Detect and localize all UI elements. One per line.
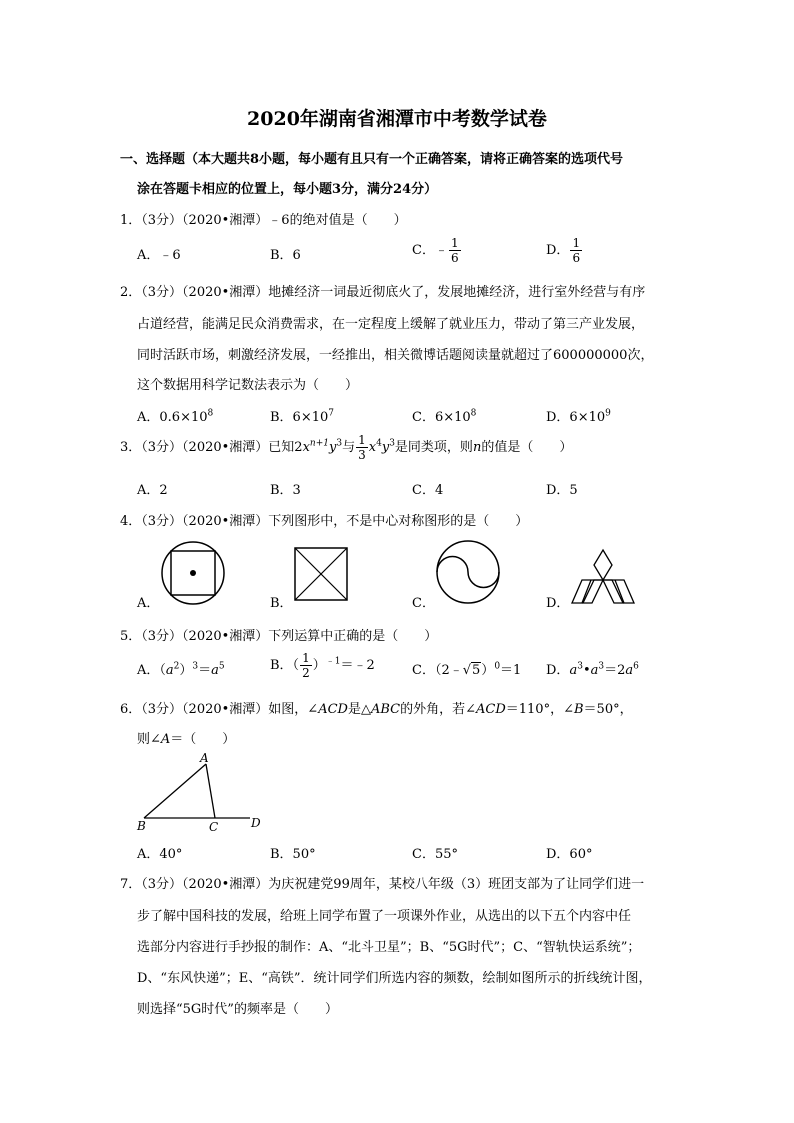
- q5-option-d: D．$a^3•a^3=2a^6$: [546, 661, 639, 678]
- point-c-label: C: [209, 820, 219, 834]
- three-diamonds-figure: [570, 548, 636, 606]
- q2-stem-line3: 同时活跃市场，刺激经济发展，一经推出，相关微博话题阅读量就超过了600000000次，: [137, 348, 654, 363]
- q5-option-b: B．（ $\frac{1}{2}$ ）$^{﹣1}$＝﹣2: [270, 651, 375, 680]
- q1-stem: 1．（3分）（2020•湘潭）﹣6的绝对值是（ ）: [120, 213, 407, 228]
- q6-option-c: C．55°: [412, 847, 458, 862]
- q6-option-a: A．40°: [137, 847, 183, 862]
- q6-stem-line1: 6．（3分）（2020•湘潭）如图，∠ACD是△ABC的外角，若∠ACD＝110°，∠B＝50°，: [120, 702, 633, 717]
- q1-option-b: B．6: [270, 248, 301, 263]
- q5-option-c: C．（2﹣√5）$^0$＝1: [412, 661, 522, 678]
- q5-option-a: A．$(a^2)^3=a^5$: [137, 661, 225, 678]
- q4-option-d-label: D．: [546, 596, 570, 611]
- q6-option-d: D．60°: [546, 847, 593, 862]
- q1-option-a: A．﹣6: [137, 248, 181, 263]
- q2-option-a: A．$0.6\times 10^8$: [137, 408, 214, 425]
- yin-yang-figure: [434, 538, 502, 606]
- fraction: $\frac{1}{6}$: [450, 236, 459, 265]
- q7-stem-line1: 7．（3分）（2020•湘潭）为庆祝建党99周年，某校八年级（3）班团支部为了让同学们进一: [120, 877, 645, 892]
- section-heading-line2: 涂在答题卡相应的位置上，每小题3分，满分24分）: [137, 182, 438, 197]
- q7-stem-line3: 选部分内容进行手抄报的制作：A、“北斗卫星”；B、“5G时代”；C、“智轨快运系统”；: [137, 940, 641, 955]
- q6-option-b: B．50°: [270, 847, 316, 862]
- q3-option-c: C．4: [412, 483, 444, 498]
- q6-stem-line2: 则∠A＝（ ）: [137, 732, 236, 747]
- q7-stem-line4: D、“东风快递”；E、“高铁”．统计同学们所选内容的频数，绘制如图所示的折线统计图，: [137, 971, 652, 986]
- q2-option-b: B．$6\times 10^7$: [270, 408, 334, 425]
- q4-stem: 4．（3分）（2020•湘潭）下列图形中，不是中心对称图形的是（ ）: [120, 514, 529, 529]
- q3-stem: 3．（3分）（2020•湘潭）已知$2x^{n+1}y^3$与 $\frac{1}{3}$ $x^4y^3$是同类项，则n的值是（ ）: [120, 433, 573, 462]
- q3-option-b: B．3: [270, 483, 301, 498]
- q4-option-a-label: A．: [137, 596, 160, 611]
- point-a-label: A: [200, 751, 209, 765]
- q4-option-b-label: B．: [270, 596, 293, 611]
- q7-stem-line5: 则选择“5G时代”的频率是（ ）: [137, 1002, 338, 1017]
- triangle-figure: [134, 750, 270, 836]
- q7-stem-line2: 步了解中国科技的发展，给班上同学布置了一项课外作业，从选出的以下五个内容中任: [137, 909, 632, 924]
- fraction: $\frac{1}{2}$: [302, 651, 310, 680]
- q2-stem-line4: 这个数据用科学记数法表示为（ ）: [137, 378, 359, 393]
- q2-option-d: D．$6\times 10^9$: [546, 408, 611, 425]
- q5-stem: 5．（3分）（2020•湘潭）下列运算中正确的是（ ）: [120, 629, 438, 644]
- point-b-label: B: [137, 819, 146, 833]
- q1-option-d: D． $\frac{1}{6}$: [546, 236, 581, 265]
- circle-with-square-and-dot-figure: [160, 540, 226, 606]
- fraction: $\frac{1}{3}$: [358, 433, 366, 462]
- q4-option-c-label: C．: [412, 596, 435, 611]
- q3-option-a: A．2: [137, 483, 168, 498]
- point-d-label: D: [251, 816, 261, 830]
- q2-stem-line2: 占道经营，能满足民众消费需求，在一定程度上缓解了就业压力，带动了第三产业发展，: [137, 317, 645, 332]
- q2-option-c: C．$6\times 10^8$: [412, 408, 477, 425]
- section-heading-line1: 一、选择题（本大题共8小题，每小题有且只有一个正确答案，请将正确答案的选项代号: [120, 152, 624, 167]
- q3-option-d: D．5: [546, 483, 578, 498]
- fraction: $\frac{1}{6}$: [572, 236, 581, 265]
- page-title: 2020年湖南省湘潭市中考数学试卷: [247, 108, 547, 130]
- rectangle-with-diagonals-figure: [293, 546, 349, 602]
- q1-option-c: C．﹣ $\frac{1}{6}$: [412, 236, 459, 265]
- q2-stem-line1: 2．（3分）（2020•湘潭）地摊经济一词最近彻底火了，发展地摊经济，进行室外经营与有序: [120, 285, 646, 300]
